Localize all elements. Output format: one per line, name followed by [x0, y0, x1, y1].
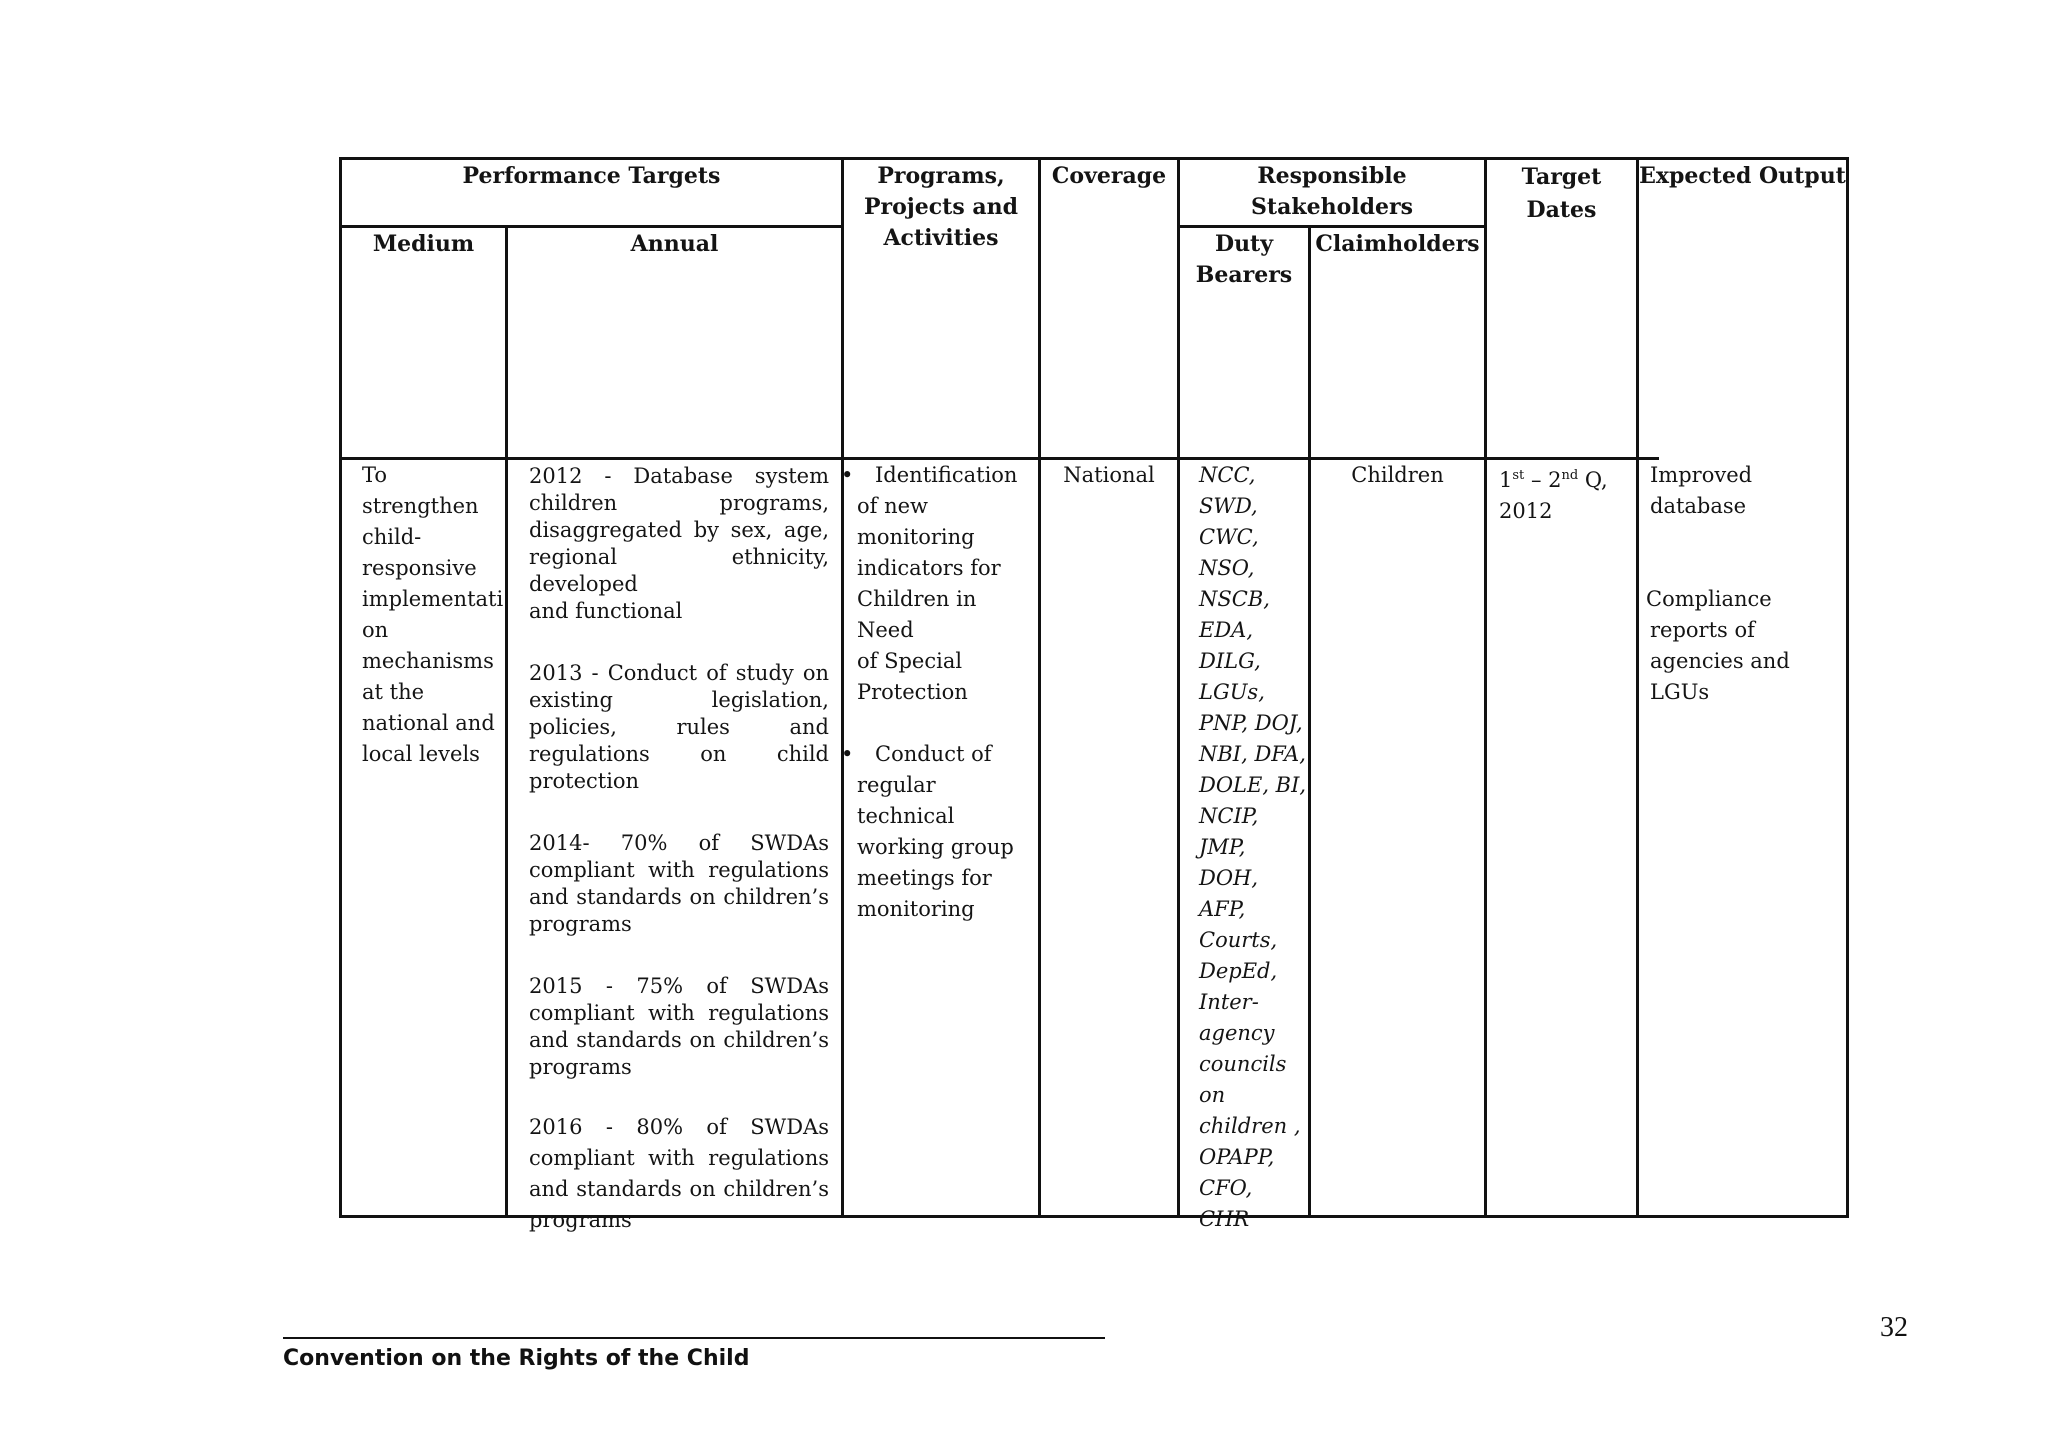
ppa-line: monitoring — [857, 525, 975, 549]
expected-output-line: database — [1650, 494, 1747, 518]
ppa-list-item — [857, 460, 1037, 708]
header-target-dates — [1487, 161, 1636, 227]
ppa-line: working group — [857, 835, 1014, 859]
medium-line: child- — [362, 525, 422, 549]
ppa-line: Children in Need — [857, 587, 977, 642]
medium-line: local levels — [362, 742, 480, 766]
coverage-cell: National — [1063, 463, 1155, 487]
medium-line: implementati — [362, 587, 504, 611]
header-ppa-line: Projects and — [864, 194, 1018, 220]
duty-bearer-line: Inter- — [1199, 990, 1259, 1014]
claimholders-cell: Children — [1351, 463, 1444, 487]
ppa-line: • Conduct of — [875, 742, 992, 766]
annual-entry-text: 2013 - Conduct of study on existing legislation, policies, rules and regulations on child — [529, 661, 829, 766]
target-date-sup: st — [1512, 468, 1525, 483]
target-date-quarter — [1499, 460, 1634, 496]
annual-entry-last-line: programs — [529, 1208, 632, 1232]
duty-bearer-line: Courts, — [1199, 928, 1278, 952]
expected-output-line: LGUs — [1650, 680, 1710, 704]
medium-line: mechanisms — [362, 649, 494, 673]
duty-bearer-line: DILG, — [1199, 649, 1261, 673]
annual-entry-last-line: protection — [529, 769, 640, 793]
duty-bearer-line: on — [1199, 1083, 1226, 1107]
expected-output-line: Compliance — [1646, 587, 1772, 611]
header-responsible-line: Responsible — [1257, 163, 1407, 189]
duty-bearer-line: PNP, DOJ, — [1199, 711, 1303, 735]
duty-bearer-line: NCIP, — [1199, 804, 1259, 828]
ppa-line: monitoring — [857, 897, 975, 921]
target-date-year: 2012 — [1499, 499, 1553, 523]
duty-bearer-line: AFP, — [1199, 897, 1246, 921]
header-target-line: Dates — [1526, 197, 1597, 223]
annual-entry-2013 — [529, 660, 829, 795]
ppa-line: of new — [857, 494, 929, 518]
target-date-part: – 2 — [1524, 468, 1562, 492]
ppa-line: meetings for — [857, 866, 992, 890]
annual-entry-text: 2016 - 80% of SWDAs compliant with regulations and standards on children’s — [529, 1115, 829, 1201]
duty-bearer-line: NSO, — [1199, 556, 1255, 580]
medium-line: on — [362, 618, 389, 642]
header-responsible-stakeholders — [1180, 161, 1484, 223]
annual-entry-text: 2014- 70% of SWDAs compliant with regulations and standards on children’s — [529, 831, 829, 909]
annual-entry-2014 — [529, 830, 829, 938]
duty-bearer-line: DepEd, — [1199, 959, 1278, 983]
medium-line: responsive — [362, 556, 477, 580]
target-date-part: 1 — [1499, 468, 1513, 492]
header-programs-projects-activities — [844, 161, 1038, 254]
expected-output-cell — [1646, 460, 1840, 708]
annual-entry-last-line: and functional — [529, 599, 683, 623]
duty-bearer-line: agency — [1199, 1021, 1275, 1045]
expected-output-line — [1650, 553, 1840, 584]
annual-entry-2012 — [529, 463, 829, 625]
header-coverage: Coverage — [1051, 163, 1167, 189]
target-dates-cell — [1499, 460, 1634, 527]
duty-bearer-line: children , — [1199, 1114, 1301, 1138]
header-duty-bearers — [1180, 229, 1308, 291]
duty-bearer-line: EDA, — [1199, 618, 1254, 642]
annual-entry-text: 2015 - 75% of SWDAs compliant with regulations and standards on children’s — [529, 974, 829, 1052]
duty-bearer-line: NCC, — [1199, 463, 1256, 487]
header-expected-output: Expected Output — [1639, 163, 1846, 189]
duty-bearer-line: SWD, — [1199, 494, 1258, 518]
target-date-part: Q, — [1578, 468, 1608, 492]
duty-bearer-line: OPAPP, — [1199, 1145, 1275, 1169]
duty-bearer-line: CWC, — [1199, 525, 1259, 549]
footer-rule — [283, 1337, 1105, 1339]
ppa-line: Protection — [857, 680, 968, 704]
header-performance-targets: Performance Targets — [462, 163, 721, 189]
annual-entry-last-line: programs — [529, 1055, 632, 1079]
page-number: 32 — [1880, 1312, 1908, 1343]
header-duty-line: Bearers — [1195, 262, 1293, 288]
header-annual: Annual — [630, 231, 719, 257]
duty-bearer-line: CFO, CHR — [1199, 1176, 1253, 1231]
expected-output-line: agencies and — [1650, 649, 1790, 673]
footer-title: Convention on the Rights of the Child — [283, 1346, 750, 1371]
header-medium: Medium — [372, 231, 475, 257]
ppa-line: of Special — [857, 649, 963, 673]
duty-bearer-line: LGUs, — [1199, 680, 1265, 704]
header-ppa-line: Activities — [883, 225, 999, 251]
header-duty-line: Duty — [1214, 231, 1274, 257]
medium-line: strengthen — [362, 494, 479, 518]
duty-bearer-line: NSCB, — [1199, 587, 1270, 611]
target-date-sup: nd — [1561, 468, 1579, 483]
duty-bearer-line: DOLE, BI, — [1199, 773, 1307, 797]
ppa-list — [857, 460, 1037, 925]
annual-entry-2015 — [529, 973, 829, 1081]
expected-output-line — [1650, 522, 1840, 553]
ppa-list-item — [857, 739, 1037, 925]
ppa-cell — [857, 460, 1037, 956]
medium-line: national and — [362, 711, 495, 735]
medium-line: at the — [362, 680, 425, 704]
header-responsible-line: Stakeholders — [1251, 194, 1413, 220]
duty-bearer-line: DOH, — [1199, 866, 1259, 890]
duty-bearer-line: NBI, DFA, — [1199, 742, 1306, 766]
medium-cell — [362, 460, 505, 770]
duty-bearers-cell — [1199, 460, 1307, 1235]
header-ppa-line: Programs, — [877, 163, 1005, 189]
duty-bearer-line: councils — [1199, 1052, 1287, 1076]
expected-output-line: Improved — [1650, 463, 1753, 487]
annual-entry-last-line: programs — [529, 912, 632, 936]
header-claimholders: Claimholders — [1315, 231, 1480, 257]
ppa-line: • Identification — [875, 463, 1018, 487]
medium-line: To — [362, 463, 388, 487]
ppa-line: indicators for — [857, 556, 1001, 580]
annual-entry-text: 2012 - Database system children programs, disaggregated by sex, age, regional ethnicity, developed — [529, 464, 829, 596]
annual-cell — [529, 463, 829, 1236]
expected-output-line: reports of — [1650, 618, 1755, 642]
duty-bearer-line: JMP, — [1199, 835, 1246, 859]
header-target-line: Target — [1521, 164, 1602, 190]
annual-entry-2016 — [529, 1112, 829, 1236]
ppa-line: regular technical — [857, 773, 955, 828]
